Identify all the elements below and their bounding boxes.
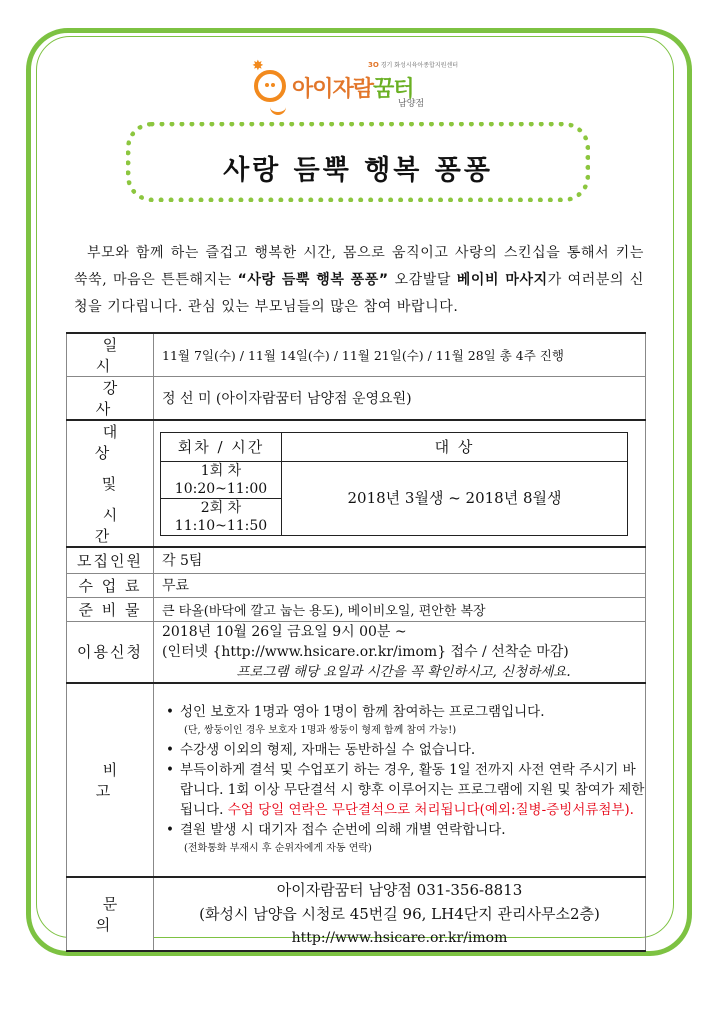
target-cell [154,420,646,547]
contact-label: 문 의 [67,877,154,951]
apply-method: (인터넷 {http://www.hsicare.or.kr/imom} 접수 / 선착순 마감) [162,643,569,660]
date-value: 11월 7일(수) / 11월 14일(수) / 11월 21일(수) / 11월 28일 총 4주 진행 [154,333,646,377]
page-title: 사랑 듬뿍 행복 퐁퐁 [223,155,493,186]
info-table [66,332,646,952]
fee-value: 무료 [154,573,646,597]
note-item: • 성인 보호자 1명과 영아 1명이 함께 참여하는 프로그램입니다. [162,702,645,722]
recruit-label: 모집인원 [67,547,154,573]
note-small: (단, 쌍둥이인 경우 보호자 1명과 쌍둥이 형제 함께 참여 가능!) [184,725,457,736]
fee-label: 수 업 료 [67,573,154,597]
logo-wordmark: 아이자람꿈터 [292,77,414,102]
instructor-value: 정 선 미 (아이자람꿈터 남양점 운영요원) [154,377,646,421]
note-item: • 수강생 이외의 형제, 자매는 동반하실 수 없습니다. [162,740,645,760]
notes-value [154,683,646,877]
smile-face-icon [254,70,286,102]
note-item: • 결원 발생 시 대기자 접수 순번에 의해 개별 연락합니다. [162,820,645,840]
session-2: 2회 차 11:10~11:50 [161,498,282,535]
note-small: (전화통화 부재시 후 순위자에게 자동 연락) [184,843,372,854]
recruit-value: 각 5팀 [154,547,646,573]
session-table [160,432,628,536]
prep-label: 준 비 물 [67,597,154,621]
logo-branch: 남양점 [398,99,425,109]
session-header: 회차 / 시간 [161,432,282,461]
title-box [126,122,590,202]
intro-paragraph: 부모와 함께 하는 즐겁고 행복한 시간, 몸으로 움직이고 사랑의 스킨십을 통해서 키는 쑥쑥, 마음은 튼튼해지는 “사랑 듬뿍 행복 퐁퐁” 오감발달 베이비 마사지가 여러분의 신청을 기다립니다. 관심 있는 부모님들의 많은 참여 바랍니다. [74,245,644,315]
star-icon: ✸ [252,58,264,74]
apply-label: 이용신청 [67,621,154,683]
target-label: 대 상 및 시 간 [67,420,154,547]
contact-phone: 아이자람꿈터 남양점 031-356-8813 [276,881,523,899]
contact-value [154,877,646,951]
logo [250,58,490,114]
target-value: 2018년 3월생 ~ 2018년 8월생 [282,461,628,535]
note-item: • 부득이하게 결석 및 수업포기 하는 경우, 활동 1일 전까지 사전 연락 주시기 바랍니다. 1회 이상 무단결석 시 향후 이루어지는 프로그램에 지원 및 참여가 제한됩니다. 수업 당일 연락은 무단결석으로 처리됩니다(예외:질병-증빙서류첨부). [162,760,645,820]
notes-label: 비 고 [67,683,154,877]
prep-value: 큰 타올(바닥에 깔고 눕는 용도), 베이비오일, 편안한 복장 [154,597,646,621]
session-1: 1회 차 10:20~11:00 [161,461,282,498]
center-name: 3O 경기 화성시육아종합지원센터 [368,61,459,69]
contact-address: (화성시 남양읍 시청로 45번길 96, LH4단지 관리사무소2층) [199,905,600,923]
target-header: 대 상 [282,432,628,461]
apply-start: 2018년 10월 26일 금요일 9시 00분 ~ [162,623,407,640]
instructor-label: 강 사 [67,377,154,421]
apply-value [154,621,646,683]
date-label: 일 시 [67,333,154,377]
apply-warning: 프로그램 해당 요일과 시간을 꼭 확인하시고, 신청하세요. [236,663,571,680]
contact-url[interactable]: http://www.hsicare.or.kr/imom [291,930,508,946]
